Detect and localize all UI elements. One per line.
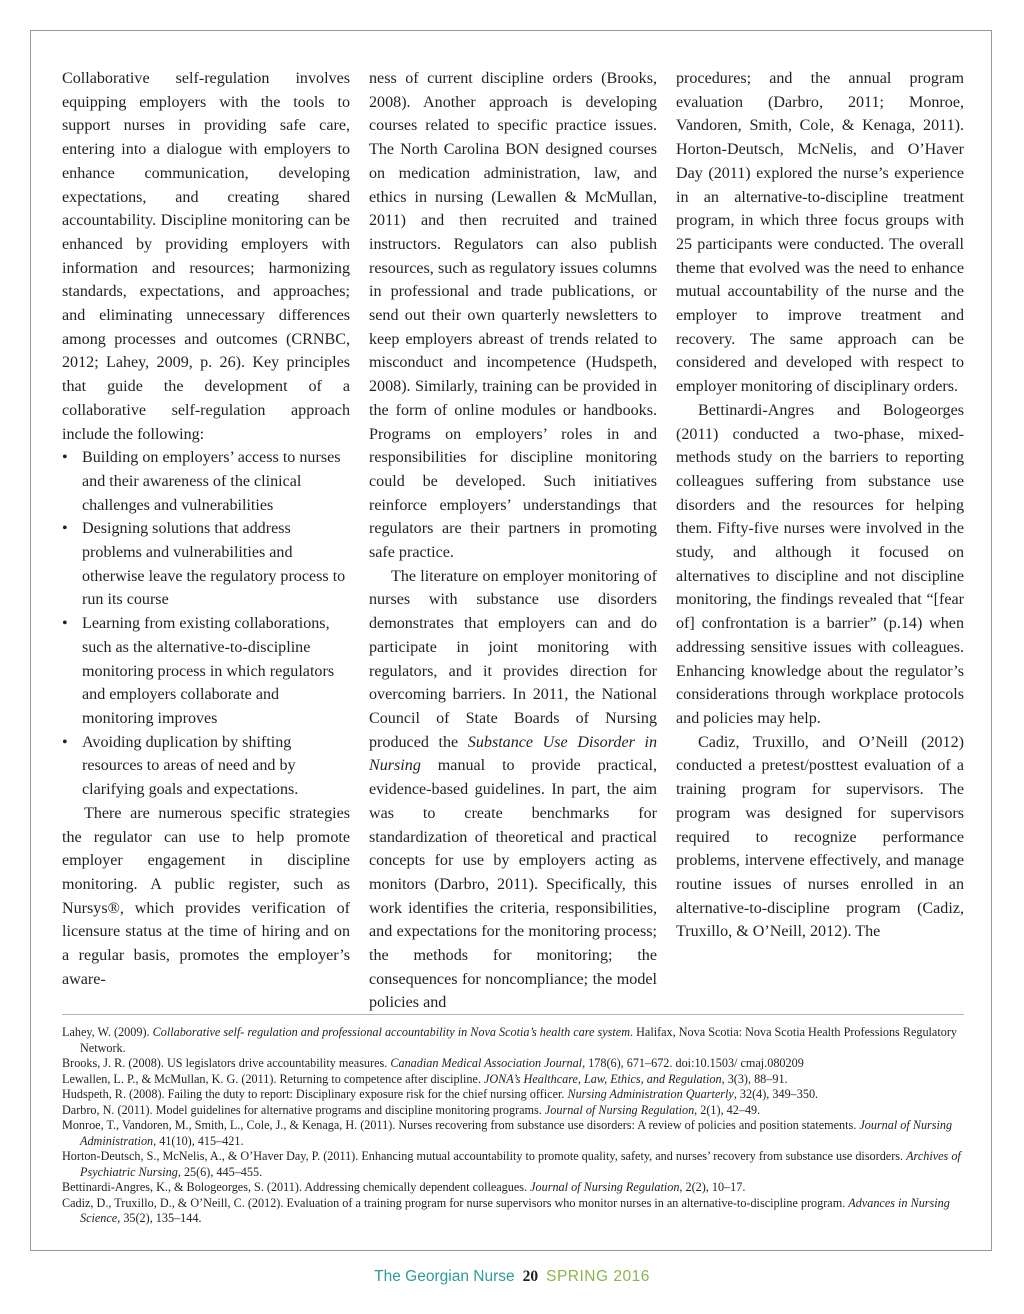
reference-source: Archives of Psychiatric Nursing [80,1149,961,1179]
reference-item [62,1025,964,1056]
bullet-icon: • [62,733,68,751]
list-item-text: Building on employers’ access to nurses and their awareness of the clinical challenges and vulnerabilities [82,449,341,514]
reference-source: Advances in Nursing Science [80,1195,950,1225]
reference-item [62,1072,964,1088]
reference-text: Brooks, J. R. (2008). US legislators drive accountability measures. [62,1056,391,1070]
reference-item [62,1180,964,1196]
paragraph [369,565,657,1015]
page-footer [0,1268,1024,1286]
reference-text: , 2(1), 42–49. [694,1102,761,1117]
reference-text: Darbro, N. (2011). Model guidelines for alternative programs and discipline monitoring programs. [62,1102,545,1117]
reference-item [62,1087,964,1103]
reference-text: Bettinardi-Angres, K., & Bologeorges, S. (2011). Addressing chemically dependent colleagues. [62,1180,531,1194]
reference-item [62,1056,964,1072]
reference-source: JONA’s Healthcare, Law, Ethics, and Regulation [483,1071,722,1086]
issue-label: SPRING 2016 [546,1268,650,1285]
article-body [62,67,964,1015]
reference-text: , 178(6), 671–672. doi:10.1503/ cmaj.080209 [582,1056,804,1070]
paragraph: Collaborative self-regulation involves equipping employers with the tools to support nurses in providing safe care, entering into a dialogue with employers to enhance communication, developing expectations, and creating shared accountability. Discipline monitoring can be enhanced by providing employers with information and resources; harmonizing standards, expectations, and approaches; and eliminating unnecessary differences among processes and outcomes (CRNBC, 2012; Lahey, 2009, p. 26). Key principles that guide the development of a collaborative self-regulation approach include the following: [62,70,350,443]
reference-text: Lahey, W. (2009). [62,1025,153,1039]
reference-text: , 32(4), 349–350. [733,1087,819,1101]
reference-item [62,1196,964,1227]
list-item-text: Designing solutions that address problems and vulnerabilities and otherwise leave the regulatory process to run its course [82,520,346,609]
reference-text: . Halifax, Nova Scotia: Nova Scotia Health Professions Regulatory Network. [80,1025,957,1055]
list-item [62,731,350,802]
list-item [62,446,350,517]
magazine-name: The Georgian Nurse [374,1268,515,1285]
manual-title: Substance Use Disorder in Nursing [369,733,657,775]
page-number: 20 [522,1268,539,1285]
references-list [62,1025,964,1227]
reference-text: Horton-Deutsch, S., McNelis, A., & O’Haver Day, P. (2011). Enhancing mutual accountability to promote quality, safety, and nurses’ recovery from substance use disorders. [62,1149,907,1163]
reference-text: Hudspeth, R. (2008). Failing the duty to report: Disciplinary exposure risk for the chief nursing officer. [62,1087,568,1101]
reference-item [62,1118,964,1149]
reference-text: , 25(6), 445–455. [177,1164,263,1179]
paragraph-text: manual to provide practical, evidence-based guidelines. In part, the aim was to create benchmarks for standardization of theoretical and practical concepts for use by employers acting as monitors (Darbro, 2011). Specifically, this work identifies the criteria, responsibilities, and expectations for the monitoring process; the methods for monitoring; the consequences for noncompliance; the model policies and [369,757,657,1012]
reference-item [62,1103,964,1119]
reference-text: Cadiz, D., Truxillo, D., & O’Neill, C. (2012). Evaluation of a training program for nurse supervisors who monitor nurses in an alternative-to-discipline program. [62,1195,849,1210]
list-item-text: Avoiding duplication by shifting resources to areas of need and by clarifying goals and expectations. [82,733,299,799]
column-2 [369,67,657,1015]
reference-item [62,1149,964,1180]
reference-source: Nursing Administration Quarterly [567,1087,734,1101]
principles-list [62,446,350,802]
reference-source: Collaborative self- regulation and professional accountability in Nova Scotia’s health care system [152,1025,631,1039]
reference-source: Canadian Medical Association Journal [390,1056,583,1070]
paragraph: ness of current discipline orders (Brooks, 2008). Another approach is developing courses related to specific practice issues. The North Carolina BON designed courses on medication administration, law, and ethics in nursing (Lewallen & McMullan, 2011) and then recruited and trained instructors. Regulators can also publish resources, such as regulatory issues columns in professional and trade publications, or send out their own quarterly newsletters to keep employers abreast of trends related to misconduct and incompetence (Hudspeth, 2008). Similarly, training can be provided in the form of online modules or handbooks. Programs on employers’ roles in and responsibilities for discipline monitoring could be developed. Such initiatives reinforce employers’ understandings that regulators are their partners in promoting safe practice. [369,70,657,562]
paragraph: procedures; and the annual program evaluation (Darbro, 2011; Monroe, Vandoren, Smith, Cole, & Kenaga, 2011). Horton-Deutsch, McNelis, and O’Haver Day (2011) explored the nurse’s experience in an alternative-to-discipline treatment program, in which three focus groups with 25 participants were conducted. The overall theme that evolved was the need to enhance mutual accountability of the nurse and the employer to improve treatment and recovery. The same approach can be considered and developed with respect to employer monitoring of disciplinary orders. [676,70,964,396]
reference-text: Monroe, T., Vandoren, M., Smith, L., Cole, J., & Kenaga, H. (2011). Nurses recovering from substance use disorders: A review of policies and position statements. [62,1118,860,1132]
bullet-icon: • [62,520,68,538]
reference-text: , 2(2), 10–17. [679,1180,746,1194]
list-item [62,612,350,731]
references-divider [62,1014,964,1015]
reference-source: Journal of Nursing Regulation [530,1180,680,1194]
column-3 [676,67,964,1015]
list-item-text: Learning from existing collaborations, such as the alternative-to-discipline monitoring process in which regulators and employers collaborate and monitoring improves [82,615,335,727]
bullet-icon: • [62,615,68,633]
bullet-icon: • [62,449,68,467]
reference-source: Journal of Nursing Administration [80,1118,953,1148]
paragraph-text: The literature on employer monitoring of nurses with substance use disorders demonstrates that employers can and do participate in joint monitoring with regulators, and it provides direction for overcoming barriers. In 2011, the National Council of State Boards of Nursing produced the [369,567,657,751]
reference-source: Journal of Nursing Regulation [544,1102,695,1117]
column-1 [62,67,350,1015]
reference-text: , 41(10), 415–421. [153,1133,244,1148]
paragraph: Cadiz, Truxillo, and O’Neill (2012) conducted a pretest/posttest evaluation of a training program for supervisors. The program was designed for supervisors required to recognize performance problems, intervene effectively, and manage routine issues of nurses enrolled in an alternative-to-discipline program (Cadiz, Truxillo, & O’Neill, 2012). The [676,733,964,941]
reference-text: , 35(2), 135–144. [117,1211,202,1225]
paragraph: Bettinardi-Angres and Bologeorges (2011) conducted a two-phase, mixed-methods study on the barriers to reporting colleagues suffering from substance use disorders and the resources for helping them. Fifty-five nurses were involved in the study, and although it focused on alternatives to discipline and not discipline monitoring, the findings revealed that “[fear of] confrontation is a barrier” (p.14) when addressing sensitive issues with colleagues. Enhancing knowledge about the regulator’s considerations through workplace protocols and policies may help. [676,401,964,727]
paragraph: There are numerous specific strategies the regulator can use to help promote employer engagement in discipline monitoring. A public register, such as Nursys®, which provides verification of licensure status at the time of hiring and on a regular basis, promotes the employer’s aware- [62,804,350,988]
reference-text: Lewallen, L. P., & McMullan, K. G. (2011). Returning to competence after discipline. [62,1071,484,1086]
reference-text: , 3(3), 88–91. [721,1071,788,1086]
list-item [62,517,350,612]
